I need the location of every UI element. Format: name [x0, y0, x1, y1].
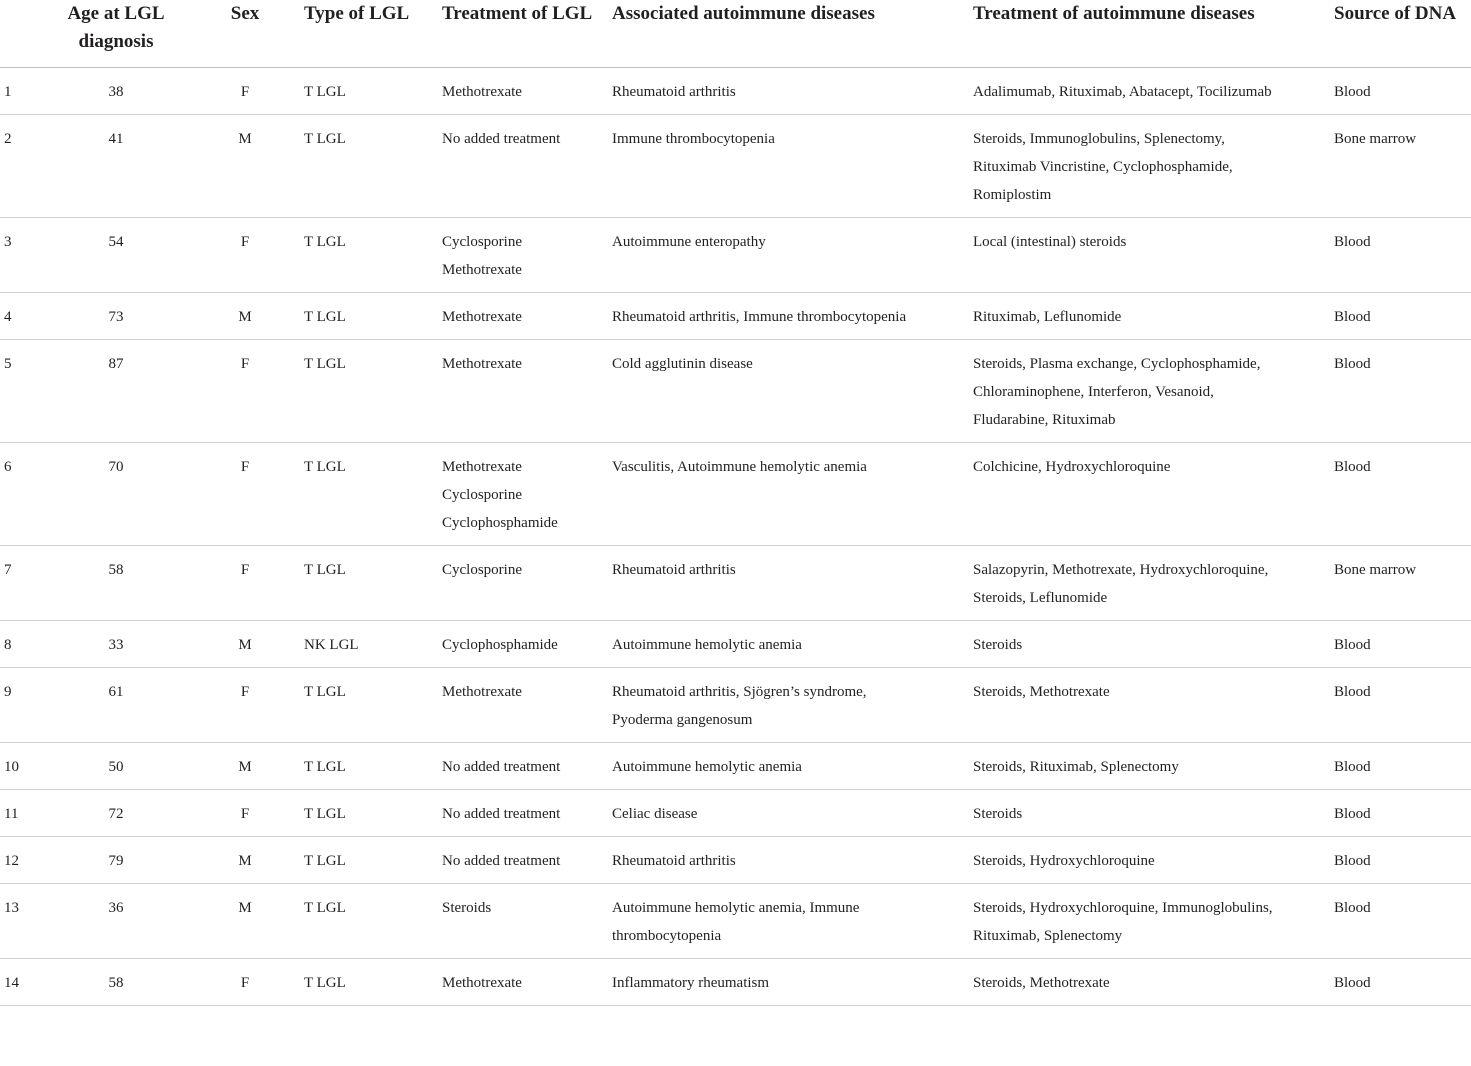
table-row: [0, 545, 1471, 620]
cell-treatment-ad-line: Steroids, Leflunomide: [973, 589, 1108, 606]
cell-age: 58: [46, 958, 186, 1005]
cell-dna-source: Blood: [1334, 883, 1471, 958]
cell-type: T LGL: [304, 545, 442, 620]
cell-type: T LGL: [304, 442, 442, 545]
cell-treatment-ad: [973, 545, 1334, 620]
cell-autoimmune-line: Autoimmune hemolytic anemia, Immune: [612, 899, 860, 916]
cell-type: T LGL: [304, 789, 442, 836]
cell-age: 87: [46, 339, 186, 442]
cell-treatment-lgl-line: Cyclosporine: [442, 561, 522, 578]
cell-treatment-ad-line: Steroids: [973, 805, 1023, 822]
table-row: [0, 667, 1471, 742]
cell-treatment-ad: [973, 667, 1334, 742]
table-row: [0, 114, 1471, 217]
cell-sex: M: [186, 620, 304, 667]
table-header: [0, 0, 1471, 67]
cell-autoimmune: [612, 742, 973, 789]
cell-dna-source: Blood: [1334, 667, 1471, 742]
cell-treatment-ad: [973, 836, 1334, 883]
cell-age: 54: [46, 217, 186, 292]
header-id: [0, 0, 46, 67]
cell-autoimmune-line: Cold agglutinin disease: [612, 355, 753, 372]
header-treatment-ad: Treatment of autoimmune diseases: [973, 0, 1334, 67]
cell-age: 41: [46, 114, 186, 217]
cell-age: 38: [46, 67, 186, 114]
cell-age: 72: [46, 789, 186, 836]
cell-sex: M: [186, 292, 304, 339]
cell-type: T LGL: [304, 958, 442, 1005]
cell-autoimmune-line: Autoimmune hemolytic anemia: [612, 758, 802, 775]
table-row: [0, 339, 1471, 442]
cell-autoimmune-line: Celiac disease: [612, 805, 698, 822]
cell-treatment-ad-line: Local (intestinal) steroids: [973, 233, 1127, 250]
cell-dna-source: Blood: [1334, 292, 1471, 339]
cell-treatment-ad-line: Colchicine, Hydroxychloroquine: [973, 458, 1171, 475]
cell-treatment-lgl: [442, 217, 612, 292]
cell-treatment-lgl-line: Cyclophosphamide: [442, 514, 558, 531]
cell-age: 79: [46, 836, 186, 883]
cell-treatment-lgl: [442, 442, 612, 545]
cell-treatment-lgl: [442, 292, 612, 339]
cell-dna-source: Bone marrow: [1334, 114, 1471, 217]
cell-autoimmune: [612, 958, 973, 1005]
cell-treatment-lgl: [442, 667, 612, 742]
cell-autoimmune-line: Pyoderma gangenosum: [612, 711, 753, 728]
table-row: [0, 442, 1471, 545]
cell-treatment-ad-line: Rituximab Vincristine, Cyclophosphamide,: [973, 158, 1233, 175]
cell-age: 73: [46, 292, 186, 339]
cell-treatment-lgl-line: Cyclophosphamide: [442, 636, 558, 653]
cell-treatment-lgl: [442, 339, 612, 442]
cell-age: 33: [46, 620, 186, 667]
cell-type: T LGL: [304, 217, 442, 292]
cell-autoimmune: [612, 545, 973, 620]
cell-treatment-ad-line: Adalimumab, Rituximab, Abatacept, Tocilizumab: [973, 83, 1272, 100]
cell-type: T LGL: [304, 836, 442, 883]
table-row: [0, 67, 1471, 114]
cell-treatment-ad: [973, 958, 1334, 1005]
cell-type: T LGL: [304, 883, 442, 958]
cell-treatment-ad-line: Romiplostim: [973, 186, 1052, 203]
cell-id: 2: [0, 114, 46, 217]
table-row: [0, 883, 1471, 958]
table-row: [0, 958, 1471, 1005]
cell-treatment-ad: [973, 789, 1334, 836]
cell-treatment-lgl-line: Methotrexate: [442, 974, 522, 991]
cell-treatment-ad-line: Steroids, Methotrexate: [973, 683, 1110, 700]
cell-sex: F: [186, 339, 304, 442]
cell-dna-source: Blood: [1334, 958, 1471, 1005]
cell-treatment-lgl-line: Cyclosporine: [442, 486, 522, 503]
cell-sex: M: [186, 836, 304, 883]
cell-autoimmune: [612, 217, 973, 292]
cell-treatment-ad-line: Rituximab, Leflunomide: [973, 308, 1122, 325]
header-dna-source: Source of DNA: [1334, 0, 1471, 67]
cell-treatment-lgl-line: Methotrexate: [442, 458, 522, 475]
cell-treatment-lgl-line: No added treatment: [442, 805, 561, 822]
cell-treatment-ad: [973, 883, 1334, 958]
cell-sex: F: [186, 667, 304, 742]
cell-treatment-lgl: [442, 789, 612, 836]
cell-sex: F: [186, 545, 304, 620]
cell-autoimmune: [612, 114, 973, 217]
cell-dna-source: Blood: [1334, 217, 1471, 292]
cell-sex: M: [186, 883, 304, 958]
cell-id: 6: [0, 442, 46, 545]
cell-sex: F: [186, 442, 304, 545]
cell-type: T LGL: [304, 742, 442, 789]
cell-autoimmune-line: thrombocytopenia: [612, 927, 722, 944]
cell-treatment-lgl: [442, 545, 612, 620]
cell-dna-source: Blood: [1334, 742, 1471, 789]
table-row: [0, 217, 1471, 292]
table-row: [0, 742, 1471, 789]
cell-autoimmune-line: Rheumatoid arthritis, Sjögren’s syndrome,: [612, 683, 867, 700]
cell-autoimmune-line: Vasculitis, Autoimmune hemolytic anemia: [612, 458, 867, 475]
cell-dna-source: Blood: [1334, 442, 1471, 545]
cell-sex: M: [186, 742, 304, 789]
cell-treatment-lgl-line: Methotrexate: [442, 683, 522, 700]
table-row: [0, 836, 1471, 883]
cell-autoimmune-line: Inflammatory rheumatism: [612, 974, 770, 991]
cell-autoimmune: [612, 789, 973, 836]
cell-treatment-ad-line: Steroids, Hydroxychloroquine: [973, 852, 1155, 869]
table-row: [0, 789, 1471, 836]
cell-id: 10: [0, 742, 46, 789]
cell-treatment-lgl-line: Cyclosporine: [442, 233, 522, 250]
cell-age: 50: [46, 742, 186, 789]
cell-treatment-lgl: [442, 114, 612, 217]
cell-treatment-ad-line: Steroids, Rituximab, Splenectomy: [973, 758, 1179, 775]
cell-treatment-ad: [973, 339, 1334, 442]
cell-treatment-ad-line: Chloraminophene, Interferon, Vesanoid,: [973, 383, 1214, 400]
cell-treatment-ad-line: Steroids, Plasma exchange, Cyclophosphamide,: [973, 355, 1261, 372]
cell-treatment-ad: [973, 742, 1334, 789]
cell-dna-source: Bone marrow: [1334, 545, 1471, 620]
cell-type: T LGL: [304, 67, 442, 114]
cell-treatment-lgl: [442, 958, 612, 1005]
cell-autoimmune: [612, 339, 973, 442]
cell-autoimmune-line: Rheumatoid arthritis: [612, 83, 736, 100]
cell-sex: F: [186, 67, 304, 114]
cell-treatment-lgl: [442, 742, 612, 789]
cell-id: 7: [0, 545, 46, 620]
cell-treatment-ad: [973, 292, 1334, 339]
cell-treatment-ad: [973, 67, 1334, 114]
cell-id: 5: [0, 339, 46, 442]
cell-treatment-lgl-line: Methotrexate: [442, 355, 522, 372]
header-row: [0, 0, 1471, 67]
cell-autoimmune-line: Autoimmune enteropathy: [612, 233, 766, 250]
cell-sex: F: [186, 789, 304, 836]
cell-autoimmune-line: Immune thrombocytopenia: [612, 130, 775, 147]
cell-treatment-ad: [973, 620, 1334, 667]
cell-type: T LGL: [304, 114, 442, 217]
cell-treatment-lgl-line: No added treatment: [442, 852, 561, 869]
cell-treatment-lgl-line: Steroids: [442, 899, 492, 916]
table-body: [0, 67, 1471, 1005]
cell-sex: F: [186, 217, 304, 292]
table-row: [0, 620, 1471, 667]
cell-type: NK LGL: [304, 620, 442, 667]
cell-treatment-lgl: [442, 67, 612, 114]
cell-autoimmune-line: Rheumatoid arthritis: [612, 561, 736, 578]
cell-type: T LGL: [304, 339, 442, 442]
cell-autoimmune-line: Autoimmune hemolytic anemia: [612, 636, 802, 653]
cell-sex: F: [186, 958, 304, 1005]
header-sex: Sex: [186, 0, 304, 67]
cell-dna-source: Blood: [1334, 836, 1471, 883]
cell-age: 61: [46, 667, 186, 742]
cell-treatment-lgl: [442, 836, 612, 883]
cell-type: T LGL: [304, 292, 442, 339]
cell-treatment-ad-line: Steroids: [973, 636, 1023, 653]
cell-id: 1: [0, 67, 46, 114]
cell-id: 8: [0, 620, 46, 667]
cell-treatment-lgl-line: Methotrexate: [442, 83, 522, 100]
cell-treatment-ad-line: Steroids, Immunoglobulins, Splenectomy,: [973, 130, 1225, 147]
header-age: Age at LGL diagnosis: [46, 0, 186, 67]
cell-treatment-lgl-line: Methotrexate: [442, 308, 522, 325]
cell-treatment-ad: [973, 114, 1334, 217]
cell-autoimmune-line: Rheumatoid arthritis: [612, 852, 736, 869]
cell-id: 3: [0, 217, 46, 292]
cell-autoimmune: [612, 667, 973, 742]
cell-treatment-lgl: [442, 883, 612, 958]
cell-autoimmune: [612, 620, 973, 667]
cell-dna-source: Blood: [1334, 67, 1471, 114]
cell-treatment-ad-line: Salazopyrin, Methotrexate, Hydroxychloroquine,: [973, 561, 1269, 578]
cell-treatment-ad-line: Rituximab, Splenectomy: [973, 927, 1123, 944]
header-type: Type of LGL: [304, 0, 442, 67]
cell-autoimmune: [612, 442, 973, 545]
header-treatment-lgl: Treatment of LGL: [442, 0, 612, 67]
cell-id: 11: [0, 789, 46, 836]
cell-age: 58: [46, 545, 186, 620]
cell-autoimmune: [612, 67, 973, 114]
cell-treatment-ad: [973, 442, 1334, 545]
cell-type: T LGL: [304, 667, 442, 742]
cell-treatment-lgl: [442, 620, 612, 667]
cell-id: 13: [0, 883, 46, 958]
header-autoimmune: Associated autoimmune diseases: [612, 0, 973, 67]
table-row: [0, 292, 1471, 339]
cell-autoimmune: [612, 883, 973, 958]
cell-treatment-lgl-line: No added treatment: [442, 758, 561, 775]
cell-treatment-ad-line: Steroids, Hydroxychloroquine, Immunoglobulins,: [973, 899, 1273, 916]
cell-id: 4: [0, 292, 46, 339]
cell-age: 36: [46, 883, 186, 958]
cell-age: 70: [46, 442, 186, 545]
cell-autoimmune: [612, 292, 973, 339]
cell-dna-source: Blood: [1334, 620, 1471, 667]
cell-treatment-ad-line: Fludarabine, Rituximab: [973, 411, 1116, 428]
cell-autoimmune: [612, 836, 973, 883]
cell-treatment-lgl-line: Methotrexate: [442, 261, 522, 278]
cell-treatment-lgl-line: No added treatment: [442, 130, 561, 147]
cell-treatment-ad-line: Steroids, Methotrexate: [973, 974, 1110, 991]
cell-id: 9: [0, 667, 46, 742]
cell-dna-source: Blood: [1334, 339, 1471, 442]
cell-dna-source: Blood: [1334, 789, 1471, 836]
cell-treatment-ad: [973, 217, 1334, 292]
cell-autoimmune-line: Rheumatoid arthritis, Immune thrombocytopenia: [612, 308, 907, 325]
cell-id: 14: [0, 958, 46, 1005]
cell-id: 12: [0, 836, 46, 883]
cell-sex: M: [186, 114, 304, 217]
